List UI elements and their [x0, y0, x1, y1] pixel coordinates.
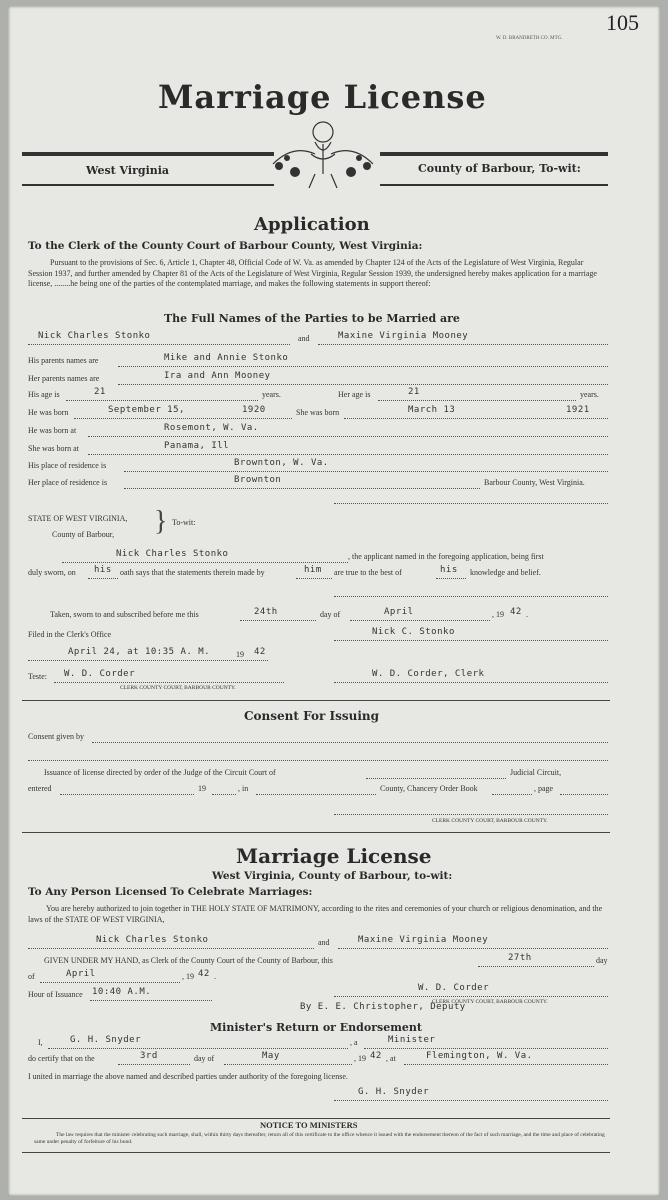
consent-caption: CLERK COUNTY COURT, BARBOUR COUNTY.	[432, 818, 548, 824]
header-band-left-bottom	[22, 184, 274, 186]
header-band-right-bottom	[380, 184, 608, 186]
license-year: 42	[198, 969, 210, 979]
filed-year-prefix: 19	[236, 650, 244, 659]
teste-label: Teste:	[28, 672, 47, 681]
application-heading: Application	[254, 214, 370, 235]
filed-year: 42	[254, 647, 266, 657]
license-clerk-signature: W. D. Corder	[418, 983, 490, 993]
license-title: Marriage License	[236, 844, 432, 868]
oath-text: oath says that the statements therein made by	[120, 568, 265, 577]
his-years-label: years.	[262, 390, 281, 399]
her-years-label: years.	[580, 390, 599, 399]
license-of: of	[28, 972, 35, 981]
in-label: , in	[238, 784, 249, 793]
issuance-text: Issuance of license directed by order of the Judge of the Circuit Court of	[44, 768, 276, 777]
she-born-year: 1921	[566, 405, 590, 415]
return-a: , a	[350, 1038, 358, 1047]
return-month: May	[262, 1051, 280, 1061]
county-label: County of Barbour, To-wit:	[418, 162, 581, 175]
groom-name: Nick Charles Stonko	[38, 331, 151, 341]
affidavit-to-wit: To-wit:	[172, 518, 196, 527]
her-age-label: Her age is	[338, 390, 371, 399]
united-text: I united in marriage the above named and described parties under authority of the foregoing license.	[28, 1072, 348, 1081]
license-subtitle: West Virginia, County of Barbour, to-wit:	[212, 870, 453, 882]
return-day: 3rd	[140, 1051, 158, 1061]
affidavit-brace: }	[154, 506, 168, 537]
hour-label: Hour of Issuance	[28, 990, 83, 999]
return-heading: Minister's Return or Endorsement	[210, 1021, 422, 1034]
he-born-year: 1920	[242, 405, 266, 415]
license-month: April	[66, 969, 96, 979]
consent-label: Consent given by	[28, 732, 84, 741]
printer-mark: W. D. BRANDRETH CO. MTG.	[496, 36, 563, 41]
filed-date: April 24, at 10:35 A. M.	[68, 647, 211, 657]
and-label: and	[298, 334, 310, 343]
license-body: You are hereby authorized to join together in THE HOLY STATE OF MATRIMONY, according to the rites and ceremonies of your church or religious denomination, and the laws of the STATE OF WEST VIRGINIA,	[28, 904, 603, 924]
his-age: 21	[94, 387, 106, 397]
return-place: Flemington, W. Va.	[426, 1051, 533, 1061]
page-number: 105	[606, 10, 639, 35]
bride-name: Maxine Virginia Mooney	[338, 331, 469, 341]
return-year: 42	[370, 1051, 382, 1061]
minister-title: Minister	[388, 1035, 436, 1045]
teste-name: W. D. Corder	[64, 669, 136, 679]
parties-heading: The Full Names of the Parties to be Married are	[164, 312, 460, 325]
sworn-period: .	[526, 610, 528, 619]
hour-value: 10:40 A.M.	[92, 987, 152, 997]
true-text: are true to the best of	[334, 568, 402, 577]
she-born-at: Panama, Ill	[164, 441, 230, 451]
he-born-at: Rosemont, W. Va.	[164, 423, 259, 433]
he-born-date: September 15,	[108, 405, 185, 415]
license-groom: Nick Charles Stonko	[96, 935, 209, 945]
marriage-license-page	[8, 6, 660, 1196]
filed-label: Filed in the Clerk's Office	[28, 630, 112, 639]
license-year-prefix: , 19	[182, 972, 194, 981]
header-band-left-top	[22, 152, 274, 156]
return-day-of: day of	[194, 1054, 215, 1063]
header-band-right-top	[380, 152, 608, 156]
certify-text: do certify that on the	[28, 1054, 95, 1063]
deputy-signature: By E. E. Christopher, Deputy	[300, 1002, 466, 1012]
license-day: 27th	[508, 953, 532, 963]
license-and: and	[318, 938, 330, 947]
clerk-signature: W. D. Corder, Clerk	[372, 669, 485, 679]
minister-signature: G. H. Snyder	[358, 1087, 430, 1097]
chancery-label: County, Chancery Order Book	[380, 784, 478, 793]
her-residence: Brownton	[234, 475, 282, 485]
his-age-label: His age is	[28, 390, 60, 399]
sworn-month: April	[384, 607, 414, 617]
license-bride: Maxine Virginia Mooney	[358, 935, 489, 945]
she-born-at-label: She was born at	[28, 444, 79, 453]
document-title: Marriage License	[158, 78, 487, 116]
sworn-day-of: day of	[320, 610, 341, 619]
application-addressee: To the Clerk of the County Court of Barbour County, West Virginia:	[28, 240, 423, 252]
license-addressee: To Any Person Licensed To Celebrate Marriages:	[28, 886, 313, 898]
applicant-text: , the applicant named in the foregoing application, being first	[348, 552, 544, 561]
she-born-label: She was born	[296, 408, 340, 417]
entered-label: entered	[28, 784, 52, 793]
applicant-name: Nick Charles Stonko	[116, 549, 229, 559]
license-day-label: day	[596, 956, 608, 965]
sworn-text: duly sworn, on	[28, 568, 76, 577]
judicial-label: Judicial Circuit,	[510, 768, 562, 777]
he-born-label: He was born	[28, 408, 69, 417]
license-period: .	[214, 972, 216, 981]
minister-name: G. H. Snyder	[70, 1035, 142, 1045]
knowledge-text: knowledge and belief.	[470, 568, 541, 577]
state-label: West Virginia	[86, 164, 170, 177]
consent-heading: Consent For Issuing	[244, 709, 380, 723]
notice-text: The law requires that the minister celebrating such marriage, shall, within thirty days thereafter, return all of this certificate to the office whence it issued with the endorsement thereon of the fact of such marriage, and the time and place of celebrating same under penalty of forfeiture of his bond.	[34, 1132, 605, 1145]
application-intro: Pursuant to the provisions of Sec. 6, Article 1, Chapter 48, Official Code of W. Va. as amended by Chapter 124 of the Acts of the Legislature of West Virginia, Regular Session 1937, and further amended by Chapter 81 of the Acts of the Legislature of West Virginia, Regular Session 1939, the undersigned hereby makes application for a marriage license, ........he being one of the parties of the contemplated marriage, and makes the following statements in support thereof:	[28, 258, 597, 288]
applicant-signature: Nick C. Stonko	[372, 627, 455, 637]
oath-him: him	[304, 565, 322, 575]
notice-heading: NOTICE TO MINISTERS	[260, 1120, 358, 1130]
best-his: his	[440, 565, 458, 575]
his-residence-label: His place of residence is	[28, 461, 107, 470]
his-residence: Brownton, W. Va.	[234, 458, 329, 468]
return-at: , at	[386, 1054, 396, 1063]
he-born-at-label: He was born at	[28, 426, 77, 435]
sworn-his: his	[94, 565, 112, 575]
license-caption: CLERK COUNTY COURT, BARBOUR COUNTY.	[432, 999, 548, 1005]
sworn-year-prefix: , 19	[492, 610, 504, 619]
her-parents: Ira and Ann Mooney	[164, 371, 271, 381]
return-year-prefix: , 19	[354, 1054, 366, 1063]
affidavit-county: County of Barbour,	[52, 530, 115, 539]
barbour-suffix: Barbour County, West Virginia.	[484, 478, 585, 487]
sworn-day: 24th	[254, 607, 278, 617]
teste-caption: CLERK COUNTY COURT, BARBOUR COUNTY.	[120, 685, 236, 691]
entered-nineteen: 19	[198, 784, 206, 793]
her-parents-label: Her parents names are	[28, 374, 100, 383]
her-age: 21	[408, 387, 420, 397]
his-parents-label: His parents names are	[28, 356, 99, 365]
she-born-date: March 13	[408, 405, 456, 415]
her-residence-label: Her place of residence is	[28, 478, 108, 487]
cherub-vignette-icon	[263, 114, 383, 204]
page-label: , page	[534, 784, 554, 793]
taken-text: Taken, sworn to and subscribed before me this	[50, 610, 199, 619]
his-parents: Mike and Annie Stonko	[164, 353, 289, 363]
sworn-year: 42	[510, 607, 522, 617]
return-i: I,	[38, 1038, 43, 1047]
given-text: GIVEN UNDER MY HAND, as Clerk of the County Court of the County of Barbour, this	[44, 956, 333, 965]
affidavit-state: STATE OF WEST VIRGINIA,	[28, 514, 128, 523]
